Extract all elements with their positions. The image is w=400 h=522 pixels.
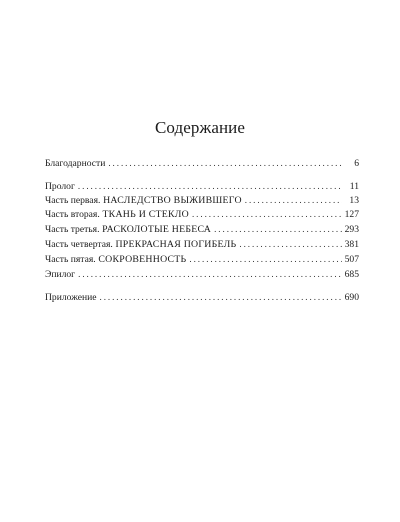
entry-title: СОКРОВЕННОСТЬ xyxy=(98,254,187,265)
dot-leader xyxy=(245,194,342,207)
entry-label: Часть третья. xyxy=(45,224,100,235)
entry-label: Эпилог xyxy=(45,269,76,280)
page-number: 13 xyxy=(349,195,359,206)
entry-label: Часть вторая. xyxy=(45,209,100,220)
dot-leader xyxy=(78,268,341,281)
entry-label: Часть четвертая. xyxy=(45,239,113,250)
toc-entry xyxy=(45,157,359,170)
dot-leader xyxy=(192,208,342,221)
toc-entry xyxy=(45,291,359,304)
toc-entry xyxy=(45,253,359,266)
dot-leader xyxy=(189,253,341,266)
dot-leader xyxy=(108,157,342,170)
toc-entry xyxy=(45,180,359,193)
entry-label: Часть первая. xyxy=(45,195,101,206)
page-number: 293 xyxy=(344,224,359,235)
toc-entry xyxy=(45,208,359,221)
entry-title: ПРЕКРАСНАЯ ПОГИБЕЛЬ xyxy=(115,239,237,250)
entry-label: Часть пятая. xyxy=(45,254,96,265)
dot-leader xyxy=(100,291,342,304)
page-number: 690 xyxy=(344,292,359,303)
entry-title: РАСКОЛОТЫЕ НЕБЕСА xyxy=(102,224,212,235)
toc-entry xyxy=(45,223,359,236)
page-number: 507 xyxy=(344,254,359,265)
dot-leader xyxy=(239,238,341,251)
toc-entry xyxy=(45,194,359,207)
toc-entry xyxy=(45,238,359,251)
entry-title: ТКАНЬ И СТЕКЛО xyxy=(102,209,189,220)
page-number: 6 xyxy=(354,158,359,169)
entry-label: Приложение xyxy=(45,292,97,303)
entry-label: Благодарности xyxy=(45,158,106,169)
toc-entry xyxy=(45,268,359,281)
dot-leader xyxy=(78,180,342,193)
page-number: 381 xyxy=(344,239,359,250)
page-number: 11 xyxy=(349,181,359,192)
page-title: Содержание xyxy=(154,118,246,137)
page-number: 127 xyxy=(344,209,359,220)
entry-label: Пролог xyxy=(45,181,75,192)
entry-title: НАСЛЕДСТВО ВЫЖИВШЕГО xyxy=(103,195,242,206)
page-number: 685 xyxy=(344,269,359,280)
dot-leader xyxy=(214,223,342,236)
